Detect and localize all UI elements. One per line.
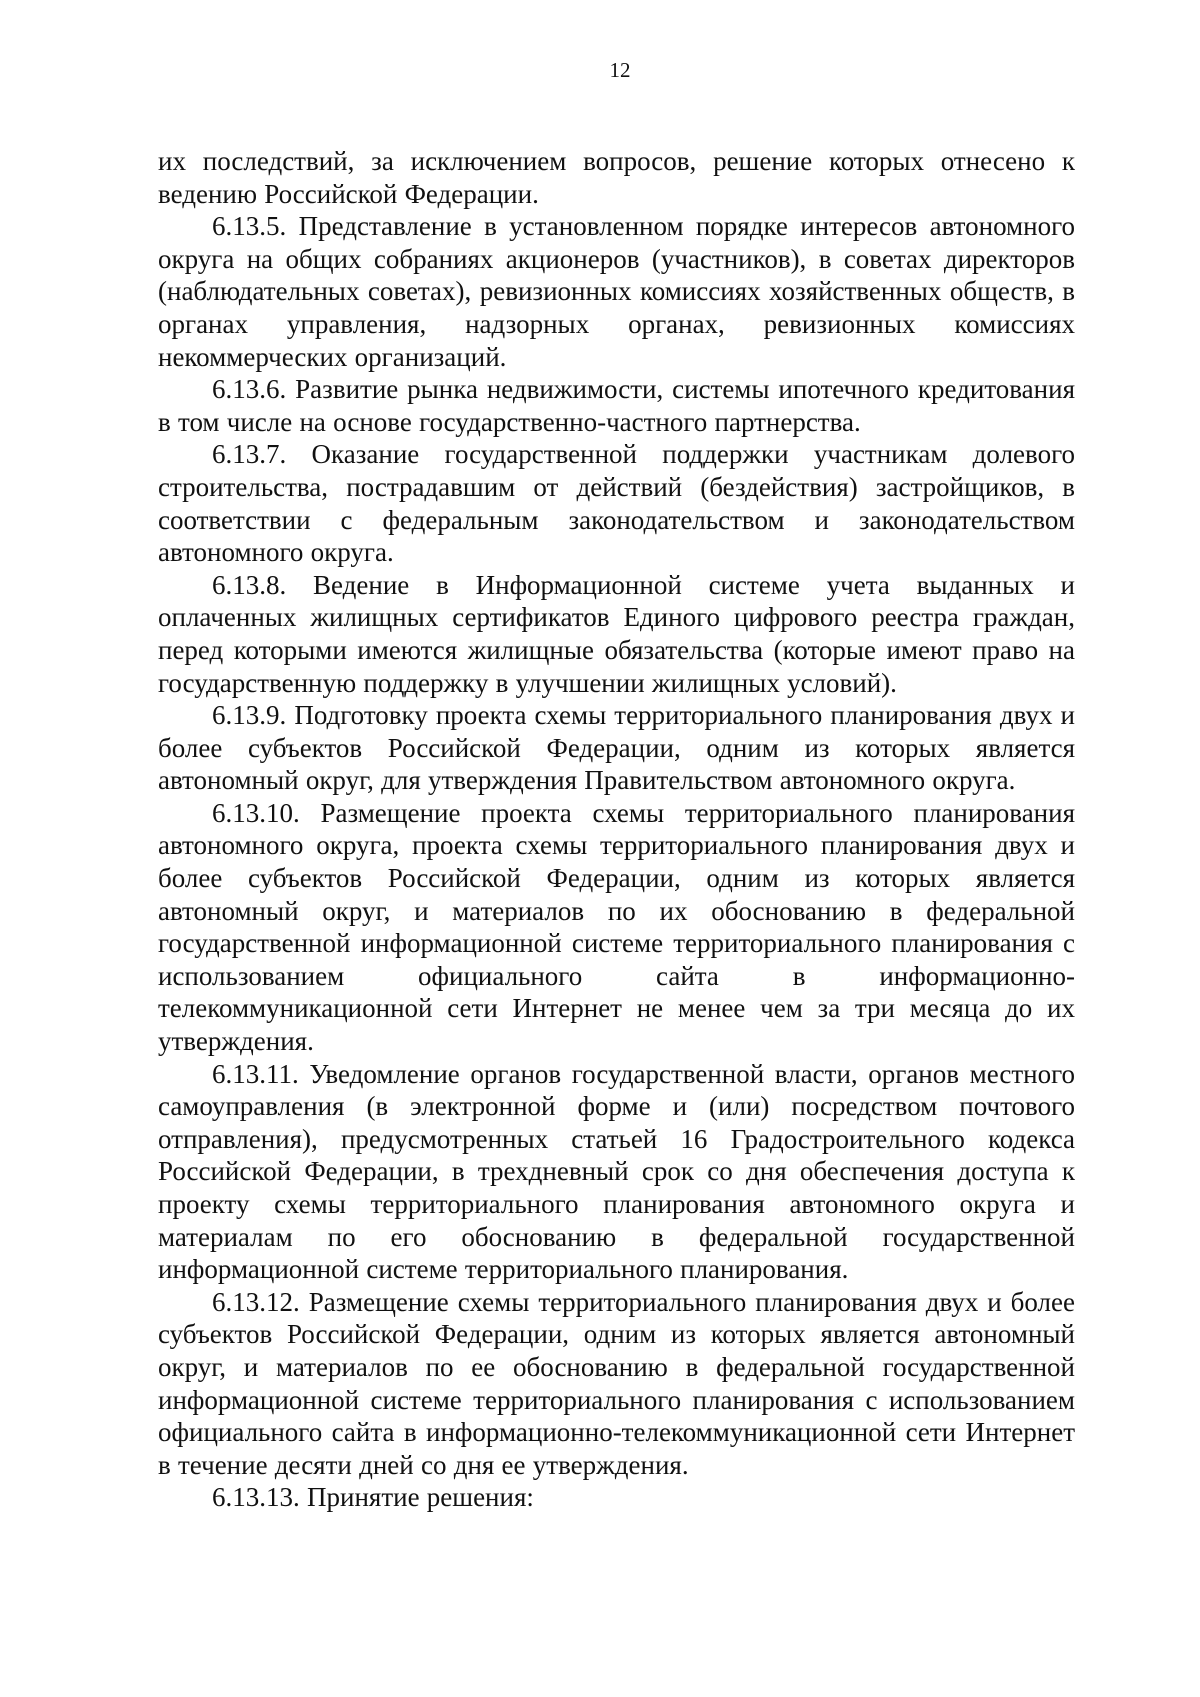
document-body [158, 145, 1075, 1514]
paragraph-6-13-5: 6.13.5. Представление в установленном порядке интересов автономного округа на общих собраниях акционеров (участников), в советах директоров (наблюдательных советах), ревизионных комиссиях хозяйственных обществ, в органах управления, надзорных органах, ревизионных комиссиях некоммерческих организаций. [158, 211, 1075, 372]
paragraph-6-13-11: 6.13.11. Уведомление органов государственной власти, органов местного самоуправления (в электронной форме и (или) посредством почтового отправления), предусмотренных статьей 16 Градостроительного кодекса Российской Федерации, в трехдневный срок со дня обеспечения доступа к проекту схемы территориального планирования автономного округа и материалам по его обоснованию в федеральной государственной информационной системе территориального планирования. [158, 1058, 1075, 1285]
page-number: 12 [609, 58, 631, 82]
paragraph-6-13-8: 6.13.8. Ведение в Информационной системе учета выданных и оплаченных жилищных сертификатов Единого цифрового реестра граждан, перед которыми имеются жилищные обязательства (которые имеют право на государственную поддержку в улучшении жилищных условий). [158, 569, 1075, 698]
paragraph-6-13-6: 6.13.6. Развитие рынка недвижимости, системы ипотечного кредитования в том числе на основе государственно-частного партнерства. [158, 374, 1075, 437]
paragraph-continuation: их последствий, за исключением вопросов, решение которых отнесено к ведению Российской Федерации. [158, 146, 1075, 209]
paragraph-6-13-10: 6.13.10. Размещение проекта схемы территориального планирования автономного округа, проекта схемы территориального планирования двух и более субъектов Российской Федерации, одним из которых является автономный округ, и материалов по их обоснованию в федеральной государственной информационной системе территориального планирования с использованием официального сайта в информационно-телекоммуникационной сети Интернет не менее чем за три месяца до их утверждения. [158, 797, 1075, 1057]
paragraph-6-13-13: 6.13.13. Принятие решения: [212, 1482, 534, 1513]
paragraph-6-13-12: 6.13.12. Размещение схемы территориального планирования двух и более субъектов Российской Федерации, одним из которых является автономный округ, и материалов по ее обоснованию в федеральной государственной информационной системе территориального планирования с использованием официального сайта в информационно-телекоммуникационной сети Интернет в течение десяти дней со дня ее утверждения. [158, 1286, 1075, 1480]
paragraph-6-13-9: 6.13.9. Подготовку проекта схемы территориального планирования двух и более субъектов Российской Федерации, одним из которых является автономный округ, для утверждения Правительством автономного округа. [158, 700, 1075, 796]
paragraph-6-13-7: 6.13.7. Оказание государственной поддержки участникам долевого строительства, пострадавшим от действий (бездействия) застройщиков, в соответствии с федеральным законодательством и законодательством автономного округа. [158, 439, 1075, 568]
